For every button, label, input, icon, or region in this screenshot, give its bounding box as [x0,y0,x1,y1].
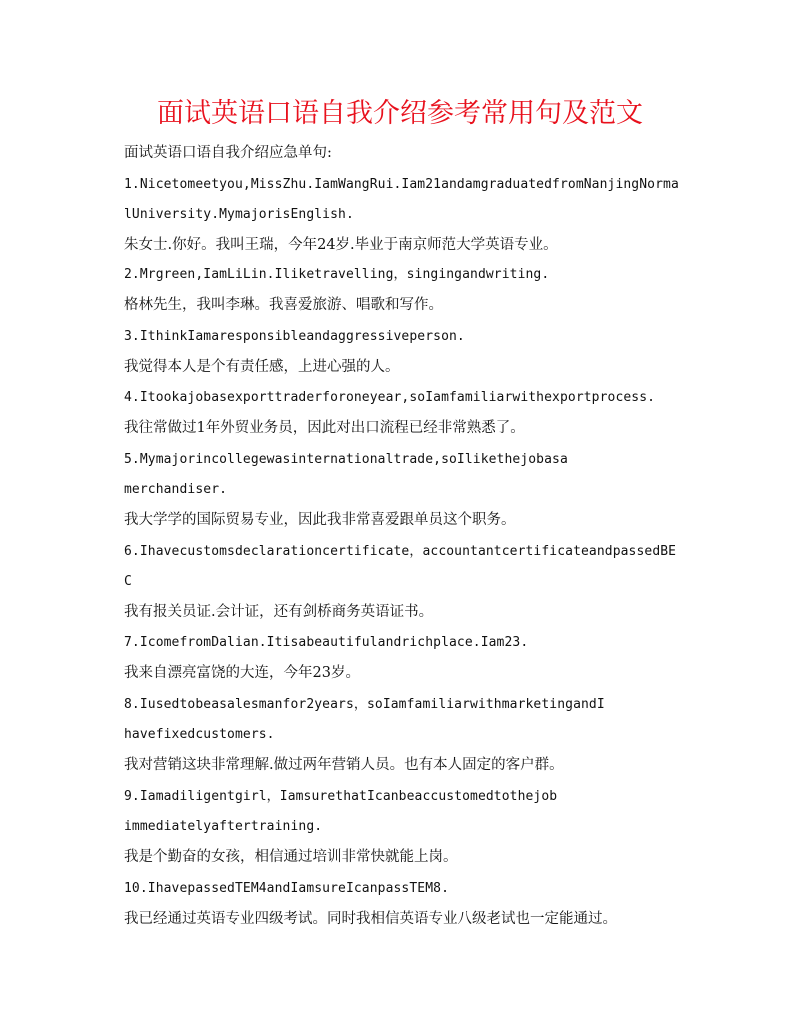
document-title: 面试英语口语自我介绍参考常用句及范文 [157,98,643,129]
sentence-8-en-line2: havefixedcustomers. [124,727,275,742]
sentence-5-zh: 我大学学的国际贸易专业，因此我非常喜爱跟单员这个职务。 [124,512,516,528]
sentence-7-en: 7.IcomefromDalian.Itisabeautifulandrichplace.Iam23. [124,635,529,650]
sentence-6-en-line2: C [124,574,132,589]
sentence-9-zh: 我是个勤奋的女孩，相信通过培训非常快就能上岗。 [124,849,458,865]
sentence-8-zh: 我对营销这块非常理解.做过两年营销人员。也有本人固定的客户群。 [124,757,564,773]
sentence-4-en: 4.Itookajobasexporttraderforoneyear,soIamfamiliarwithexportprocess. [124,390,656,405]
sentence-5-en-line2: merchandiser. [124,482,228,497]
sentence-7-zh: 我来自漂亮富饶的大连，今年23岁。 [124,665,360,681]
sentence-6-zh: 我有报关员证.会计证，还有剑桥商务英语证书。 [124,604,434,620]
sentence-9-en-line2: immediatelyaftertraining. [124,819,323,834]
sentence-6-en-line1: 6.Ihavecustomsdeclarationcertificate，accountantcertificateandpassedBE [124,544,677,559]
sentence-8-en-line1: 8.Iusedtobeasalesmanfor2years，soIamfamiliarwithmarketingandI [124,697,605,712]
sentence-5-en-line1: 5.Mymajorincollegewasinternationaltrade,soIlikethejobasa [124,452,568,467]
sentence-10-zh: 我已经通过英语专业四级考试。同时我相信英语专业八级老试也一定能通过。 [124,911,617,927]
sentence-2-zh: 格林先生，我叫李琳。我喜爱旅游、唱歌和写作。 [124,297,443,313]
sentence-2-en: 2.Mrgreen,IamLiLin.Iliketravelling，singingandwriting. [124,267,550,282]
intro-heading: 面试英语口语自我介绍应急单句: [124,145,332,161]
sentence-10-en: 10.IhavepassedTEM4andIamsureIcanpassTEM8. [124,881,449,896]
sentence-1-en-line1: 1.Nicetomeetyou,MissZhu.IamWangRui.Iam21andamgraduatedfromNanjingNorma [124,177,679,192]
sentence-1-zh: 朱女士.你好。我叫王瑞，今年24岁.毕业于南京师范大学英语专业。 [124,237,558,253]
sentence-3-zh: 我觉得本人是个有责任感，上进心强的人。 [124,359,400,375]
sentence-9-en-line1: 9.Iamadiligentgirl，IamsurethatIcanbeaccustomedtothejob [124,789,558,804]
sentence-3-en: 3.IthinkIamaresponsibleandaggressiveperson. [124,329,465,344]
sentence-1-en-line2: lUniversity.MymajorisEnglish. [124,207,354,222]
sentence-4-zh: 我往常做过1年外贸业务员，因此对出口流程已经非常熟悉了。 [124,420,525,436]
